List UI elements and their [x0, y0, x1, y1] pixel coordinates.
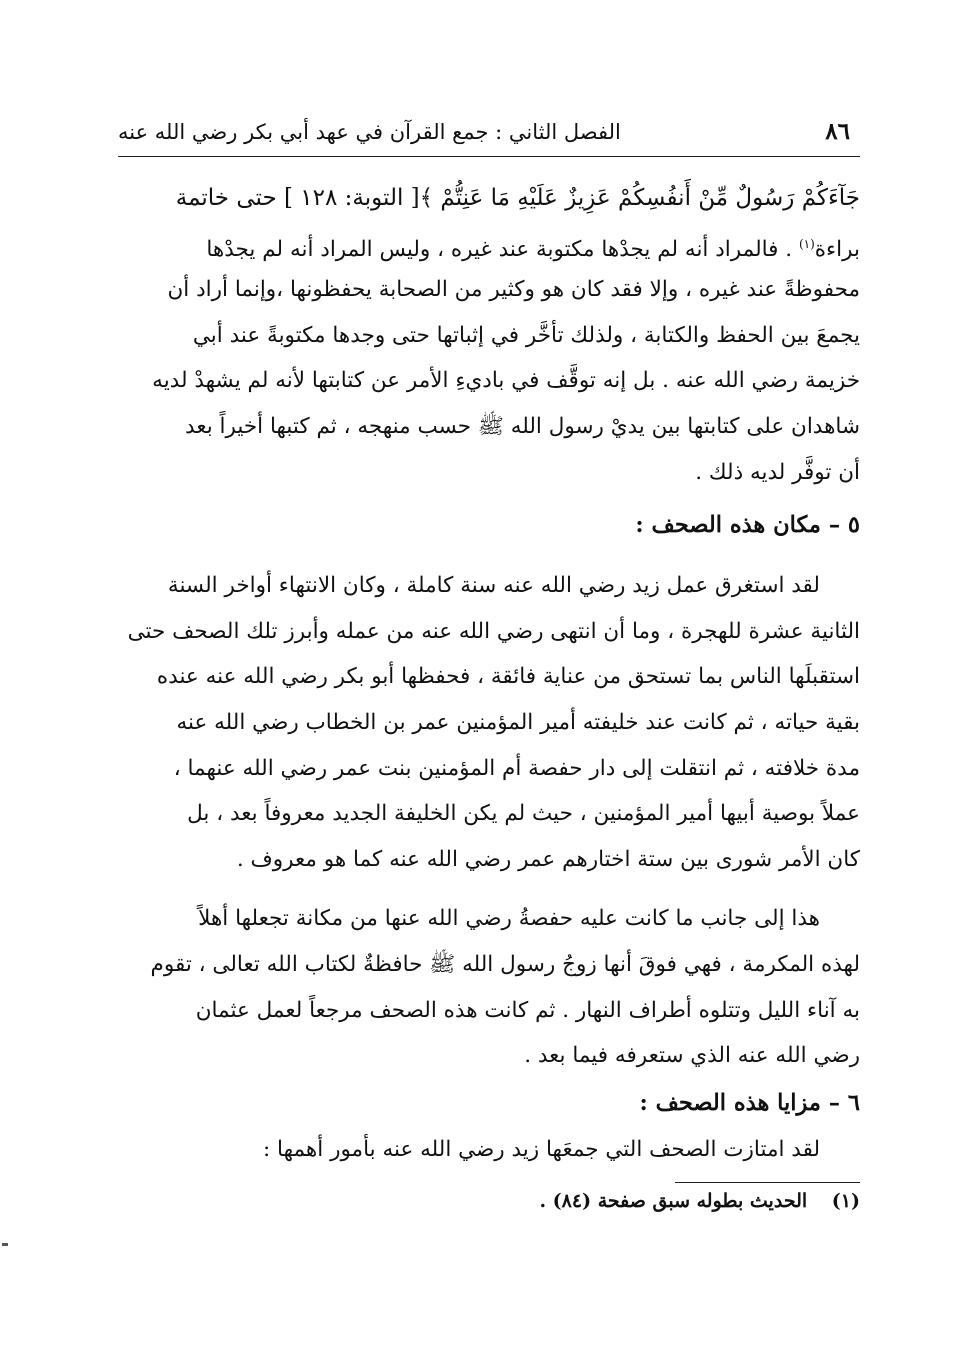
text-line: الثانية عشرة للهجرة ، وما أن انتهى رضي الله عنه من عمله وأبرز تلك الصحف حتى — [127, 618, 860, 644]
text-line: لقد امتازت الصحف التي جمعَها زيد رضي الله عنه بأمور أهمها : — [262, 1136, 820, 1162]
text-line: كان الأمر شورى بين ستة اختارهم عمر رضي الله عنه كما هو معروف . — [236, 846, 860, 872]
text-fragment: . فالمراد أنه لم يجدْها مكتوبة عند غيره ، وليس المراد أنه لم يجدْها — [206, 236, 793, 262]
footnote-divider — [675, 1182, 860, 1183]
quran-verse-line: جَآءَكُمْ رَسُولٌ مِّنْ أَنفُسِكُمْ عَزِيزٌ عَلَيْهِ مَا عَنِتُّمْ ﴾[ التوبة: ١٢٨ ] حتى خاتمة — [175, 185, 860, 211]
footnote-text: الحديث بطوله سبق صفحة (٨٤) . — [539, 1190, 808, 1212]
text-line: يجمعَ بين الحفظ والكتابة ، ولذلك تأخَّر في إثباتها حتى وجدها مكتوبةً عند أبي — [192, 322, 860, 348]
scan-edge-mark — [2, 1243, 8, 1246]
text-line: رضي الله عنه الذي ستعرفه فيما بعد . — [524, 1043, 860, 1069]
text-line: أن توفَّر لديه ذلك . — [695, 459, 860, 485]
footnote-number: (١) — [831, 1190, 860, 1212]
text-line: عملاً بوصية أبيها أمير المؤمنين ، حيث لم يكن الخليفة الجديد معروفاً بعد ، بل — [187, 801, 860, 827]
section-heading-5: ٥ – مكان هذه الصحف : — [635, 512, 860, 539]
section-heading-6: ٦ – مزايا هذه الصحف : — [639, 1089, 860, 1116]
text-line: به آناء الليل وتتلوه أطراف النهار . ثم كانت هذه الصحف مرجعاً لعمل عثمان — [195, 997, 860, 1023]
body-text — [118, 176, 860, 1172]
running-title: الفصل الثاني : جمع القرآن في عهد أبي بكر رضي الله عنه — [118, 120, 621, 144]
text-line: استقبلَها الناس بما تستحق من عناية فائقة ، فحفظها أبو بكر رضي الله عنه عنده — [156, 664, 860, 690]
text-fragment: براءة — [814, 236, 860, 262]
footnote — [118, 1190, 860, 1212]
page-number: ٨٦ — [825, 118, 850, 145]
text-line: هذا إلى جانب ما كانت عليه حفصةُ رضي الله عنها من مكانة تجعلها أهلاً — [198, 906, 820, 932]
text-line: لقد استغرق عمل زيد رضي الله عنه سنة كاملة ، وكان الانتهاء أواخر السنة — [167, 573, 820, 599]
text-line: محفوظةً عند غيره ، وإلا فقد كان هو وكثير من الصحابة يحفظونها ،وإنما أراد أن — [167, 277, 860, 303]
text-line: شاهدان على كتابتها بين يديْ رسول الله ﷺ حسب منهجه ، ثم كتبها أخيراً بعد — [185, 413, 860, 439]
text-line: لهذه المكرمة ، فهي فوقَ أنها زوجُ رسول الله ﷺ حافظةٌ لكتاب الله تعالى ، تقوم — [150, 951, 860, 977]
footnote-reference: (١) — [798, 236, 815, 251]
text-line: خزيمة رضي الله عنه . بل إنه توقَّف في باديءِ الأمر عن كتابتها لأنه لم يشهدْ لديه — [152, 368, 860, 394]
page-header — [118, 112, 860, 157]
text-line — [118, 222, 860, 268]
text-line: مدة خلافته ، ثم انتقلت إلى دار حفصة أم المؤمنين بنت عمر رضي الله عنهما ، — [173, 755, 860, 781]
text-line: بقية حياته ، ثم كانت عند خليفته أمير المؤمنين عمر بن الخطاب رضي الله عنه — [176, 709, 860, 735]
